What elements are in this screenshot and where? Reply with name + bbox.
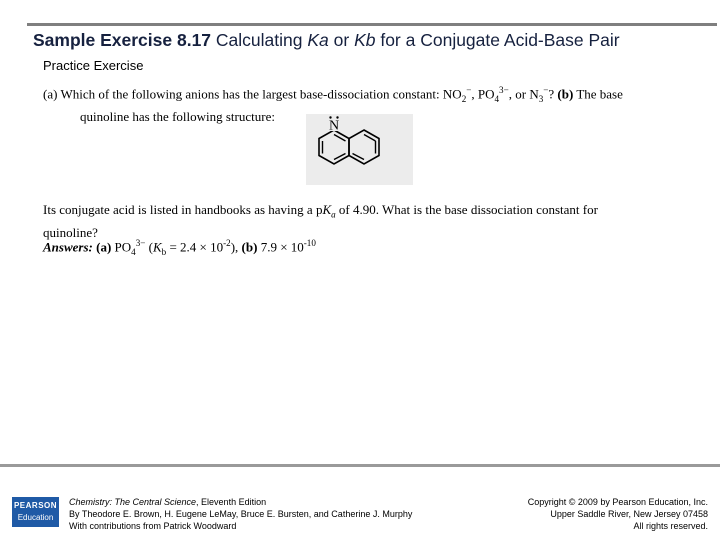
answers-line: Answers: (a) $PO_4^{3-}$ $(K_b = 2.4 \times 10^{-2})$, (b) $7.9 \times 10^{-10}$ [43,238,316,257]
top-rule [27,23,717,26]
quinoline-structure [306,114,413,185]
bottom-rule [0,464,720,467]
practice-heading: Practice Exercise [43,58,144,73]
quinoline-diagram [306,114,413,185]
slide-title: Sample Exercise 8.17 Calculating Ka or Kb for a Conjugate Acid-Base Pair [33,30,620,50]
nitrogen-label: N [328,118,340,134]
question-line-2: quinoline has the following structure: [80,108,275,124]
pearson-logo: PEARSON Education [12,497,59,527]
book-credits: Chemistry: The Central Science, Eleventh Edition By Theodore E. Brown, H. Eugene LeMay, Bruce E. Bursten, and Catherine J. Murphy With contributions from Patrick Woodward [69,497,413,531]
question-line-1: (a) Which of the following anions has the largest base-dissociation constant: $NO_2^-$, $PO_4^{3-}$, or $N_3^-$? (b) The base [43,85,623,104]
conjugate-acid-text: Its conjugate acid is listed in handbooks as having a $pK_a$ of 4.90. What is the base dissociation constant for quinoline? [43,202,598,240]
copyright-notice: Copyright © 2009 by Pearson Education, Inc. Upper Saddle River, New Jersey 07458 All rights reserved. [527,497,708,531]
